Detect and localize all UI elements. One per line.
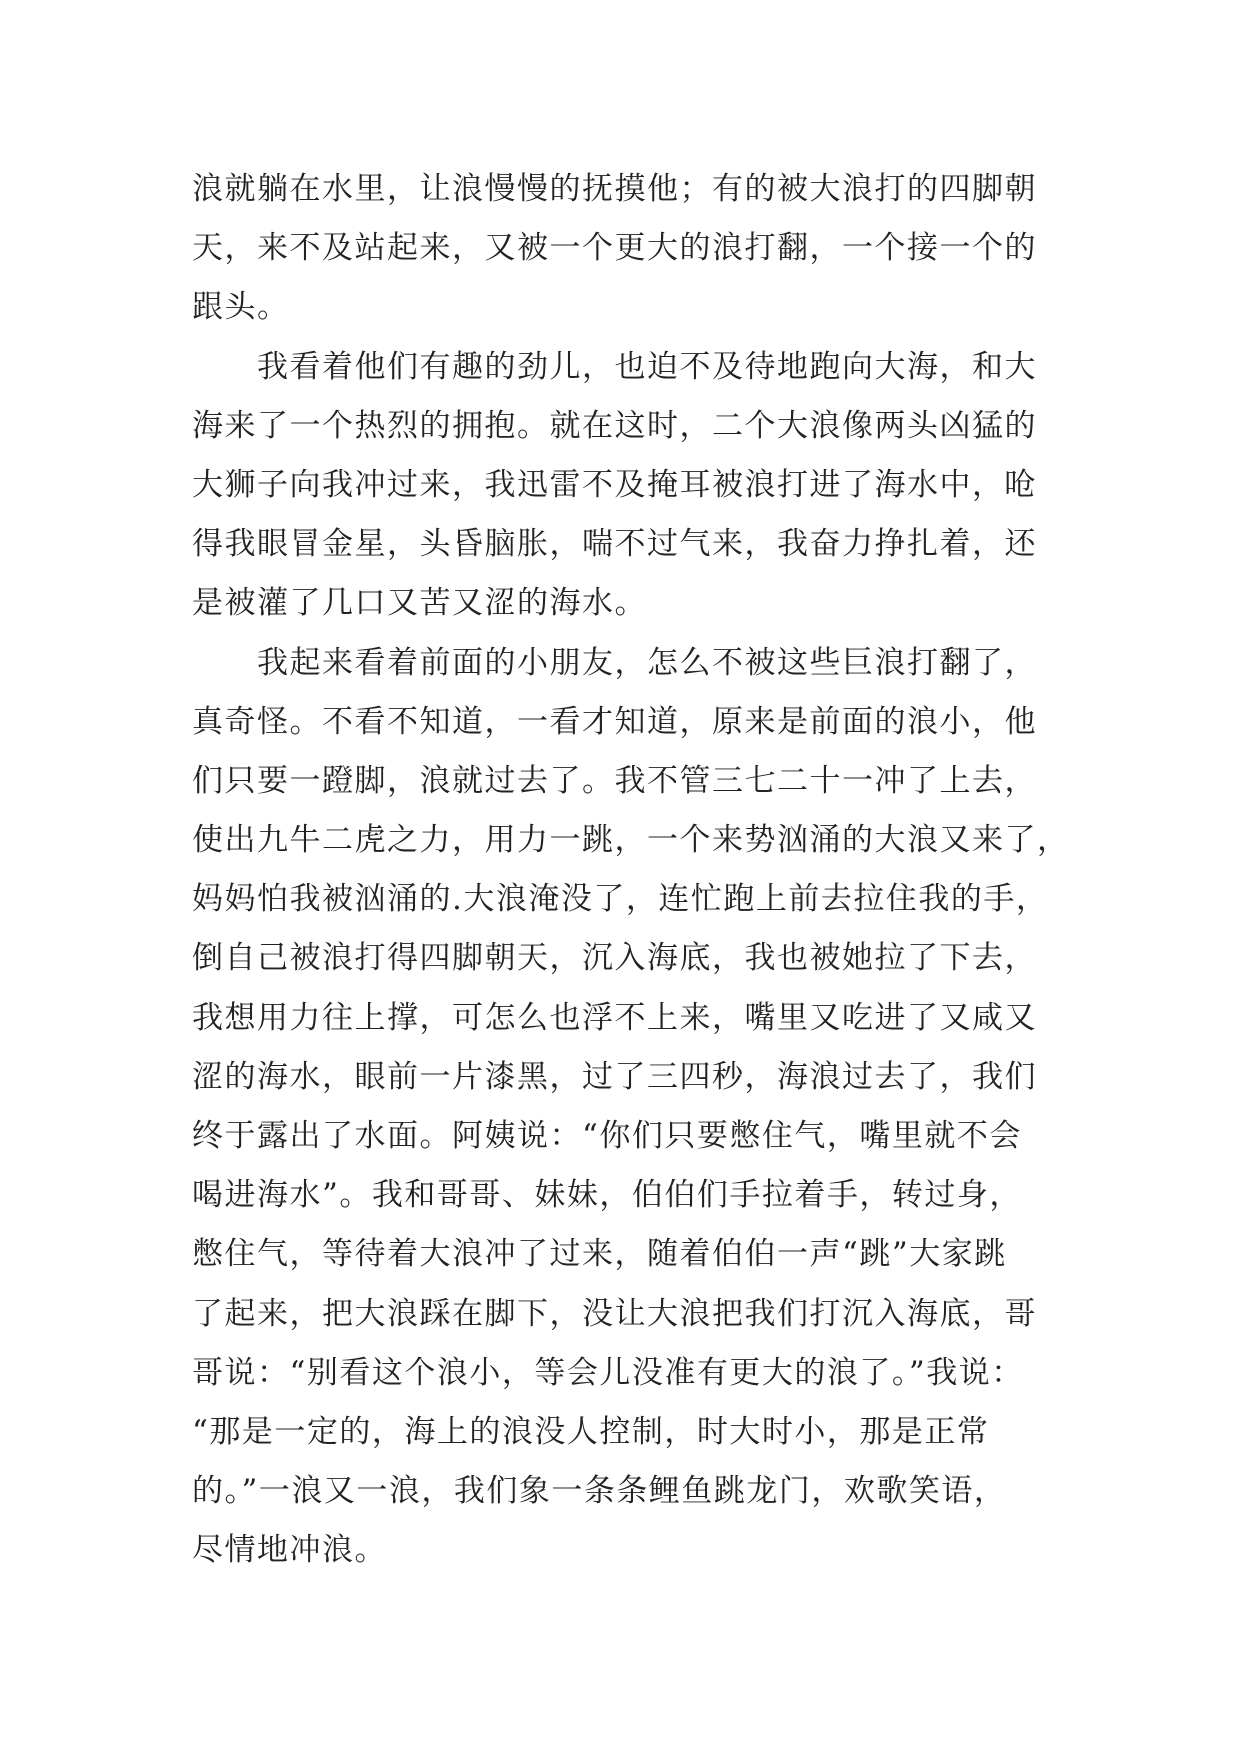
text-line: 是被灌了几口又苦又涩的海水。 [192, 585, 647, 622]
text-line: 使出九牛二虎之力，用力一跳，一个来势汹涌的大浪又来了， [192, 822, 1070, 859]
text-line: 真奇怪。不看不知道，一看才知道，原来是前面的浪小，他 [192, 703, 1037, 740]
text-line: 浪就躺在水里，让浪慢慢的抚摸他；有的被大浪打的四脚朝 [192, 171, 1037, 207]
text-line: 尽情地冲浪。 [192, 1532, 387, 1569]
text-line: “那是一定的，海上的浪没人控制，时大时小，那是正常 [192, 1413, 990, 1450]
text-line: 哥说：“别看这个浪小，等会儿没准有更大的浪了。”我说： [192, 1354, 1024, 1391]
text-line: 憋住气，等待着大浪冲了过来，随着伯伯一声“跳”大家跳 [192, 1236, 1007, 1273]
text-line: 们只要一蹬脚，浪就过去了。我不管三七二十一冲了上去， [192, 762, 1037, 799]
text-line: 了起来，把大浪踩在脚下，没让大浪把我们打沉入海底，哥 [192, 1295, 1037, 1332]
text-line: 喝进海水”。我和哥哥、妹妹，伯伯们手拉着手，转过身， [192, 1177, 1022, 1214]
text-line: 的。”一浪又一浪，我们象一条条鲤鱼跳龙门，欢歌笑语， [192, 1473, 1007, 1510]
text-line: 我起来看着前面的小朋友，怎么不被这些巨浪打翻了， [192, 644, 1037, 681]
text-line: 天，来不及站起来，又被一个更大的浪打翻，一个接一个的 [192, 230, 1037, 267]
text-line: 涩的海水，眼前一片漆黑，过了三四秒，海浪过去了，我们 [192, 1058, 1037, 1095]
text-line: 我看着他们有趣的劲儿，也迫不及待地跑向大海，和大 [192, 348, 1037, 385]
text-line: 跟头。 [192, 289, 290, 326]
article-body [192, 160, 1072, 1581]
text-line: 妈妈怕我被汹涌的.大浪淹没了，连忙跑上前去拉住我的手， [192, 881, 1049, 918]
text-line: 海来了一个热烈的拥抱。就在这时，二个大浪像两头凶猛的 [192, 407, 1037, 444]
text-line: 大狮子向我冲过来，我迅雷不及掩耳被浪打进了海水中，呛 [192, 466, 1037, 503]
text-line: 得我眼冒金星，头昏脑胀，喘不过气来，我奋力挣扎着，还 [192, 526, 1037, 563]
text-line: 我想用力往上撑，可怎么也浮不上来，嘴里又吃进了又咸又 [192, 999, 1037, 1036]
text-line: 终于露出了水面。阿姨说：“你们只要憋住气，嘴里就不会 [192, 1118, 1022, 1154]
text-line: 倒自己被浪打得四脚朝天，沉入海底，我也被她拉了下去， [192, 940, 1037, 977]
